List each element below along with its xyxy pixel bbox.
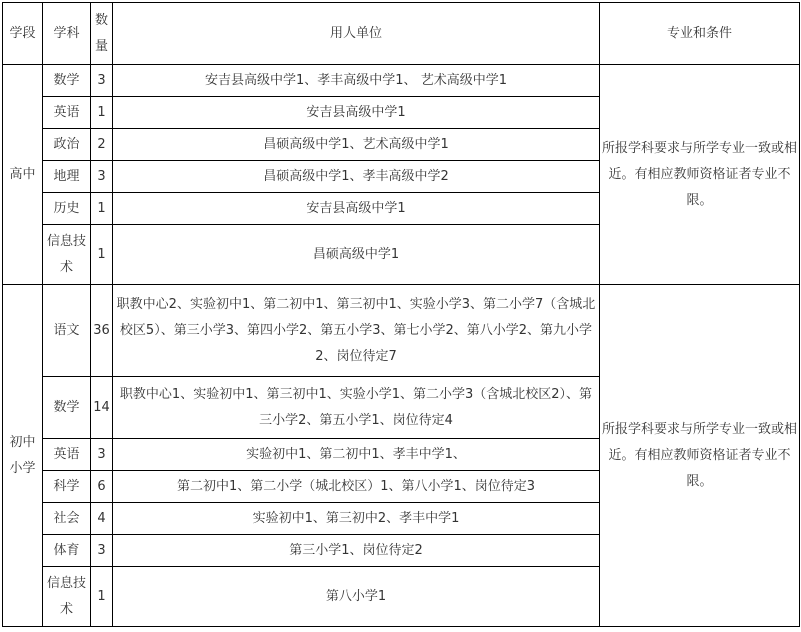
subject-cell: 信息技术 xyxy=(43,567,91,627)
count-cell: 3 xyxy=(91,535,113,567)
count-cell: 4 xyxy=(91,503,113,535)
table-row xyxy=(3,65,800,97)
count-cell: 6 xyxy=(91,471,113,503)
header-units: 用人单位 xyxy=(113,3,600,65)
count-cell: 1 xyxy=(91,193,113,225)
units-cell: 安吉县高级中学1、孝丰高级中学1、 艺术高级中学1 xyxy=(113,65,600,97)
units-cell: 昌硕高级中学1、艺术高级中学1 xyxy=(113,129,600,161)
header-stage: 学段 xyxy=(3,3,43,65)
units-cell: 第八小学1 xyxy=(113,567,600,627)
count-cell: 3 xyxy=(91,65,113,97)
units-cell: 昌硕高级中学1、孝丰高级中学2 xyxy=(113,161,600,193)
stage-cell-high-school: 高中 xyxy=(3,65,43,285)
subject-cell: 语文 xyxy=(43,285,91,377)
units-cell: 第二初中1、第二小学（城北校区）1、第八小学1、岗位待定3 xyxy=(113,471,600,503)
subject-cell: 信息技术 xyxy=(43,225,91,285)
subject-cell: 历史 xyxy=(43,193,91,225)
header-condition: 专业和条件 xyxy=(600,3,800,65)
units-cell: 实验初中1、第二初中1、孝丰中学1、 xyxy=(113,439,600,471)
count-cell: 3 xyxy=(91,161,113,193)
subject-cell: 数学 xyxy=(43,377,91,439)
units-cell: 安吉县高级中学1 xyxy=(113,97,600,129)
header-row xyxy=(3,3,800,65)
subject-cell: 数学 xyxy=(43,65,91,97)
count-cell: 1 xyxy=(91,567,113,627)
subject-cell: 英语 xyxy=(43,439,91,471)
units-cell: 第三小学1、岗位待定2 xyxy=(113,535,600,567)
count-cell: 3 xyxy=(91,439,113,471)
subject-cell: 科学 xyxy=(43,471,91,503)
subject-cell: 政治 xyxy=(43,129,91,161)
units-cell: 职教中心1、实验初中1、第三初中1、实验小学1、第二小学3（含城北校区2）、第三小学2、第五小学1、岗位待定4 xyxy=(113,377,600,439)
units-cell: 昌硕高级中学1 xyxy=(113,225,600,285)
recruitment-table xyxy=(2,2,800,627)
header-subject: 学科 xyxy=(43,3,91,65)
count-cell: 1 xyxy=(91,97,113,129)
units-cell: 安吉县高级中学1 xyxy=(113,193,600,225)
condition-cell-middle-primary: 所报学科要求与所学专业一致或相近。有相应教师资格证者专业不限。 xyxy=(600,285,800,627)
subject-cell: 体育 xyxy=(43,535,91,567)
count-cell: 1 xyxy=(91,225,113,285)
table-row xyxy=(3,285,800,377)
subject-cell: 英语 xyxy=(43,97,91,129)
count-cell: 14 xyxy=(91,377,113,439)
count-cell: 2 xyxy=(91,129,113,161)
count-cell: 36 xyxy=(91,285,113,377)
condition-cell-high-school: 所报学科要求与所学专业一致或相近。有相应教师资格证者专业不限。 xyxy=(600,65,800,285)
subject-cell: 社会 xyxy=(43,503,91,535)
units-cell: 职教中心2、实验初中1、第二初中1、第三初中1、实验小学3、第二小学7（含城北校区5）、第三小学3、第四小学2、第五小学3、第七小学2、第八小学2、第九小学2、岗位待定7 xyxy=(113,285,600,377)
header-count: 数量 xyxy=(91,3,113,65)
stage-cell-middle-primary: 初中小学 xyxy=(3,285,43,627)
subject-cell: 地理 xyxy=(43,161,91,193)
units-cell: 实验初中1、第三初中2、孝丰中学1 xyxy=(113,503,600,535)
